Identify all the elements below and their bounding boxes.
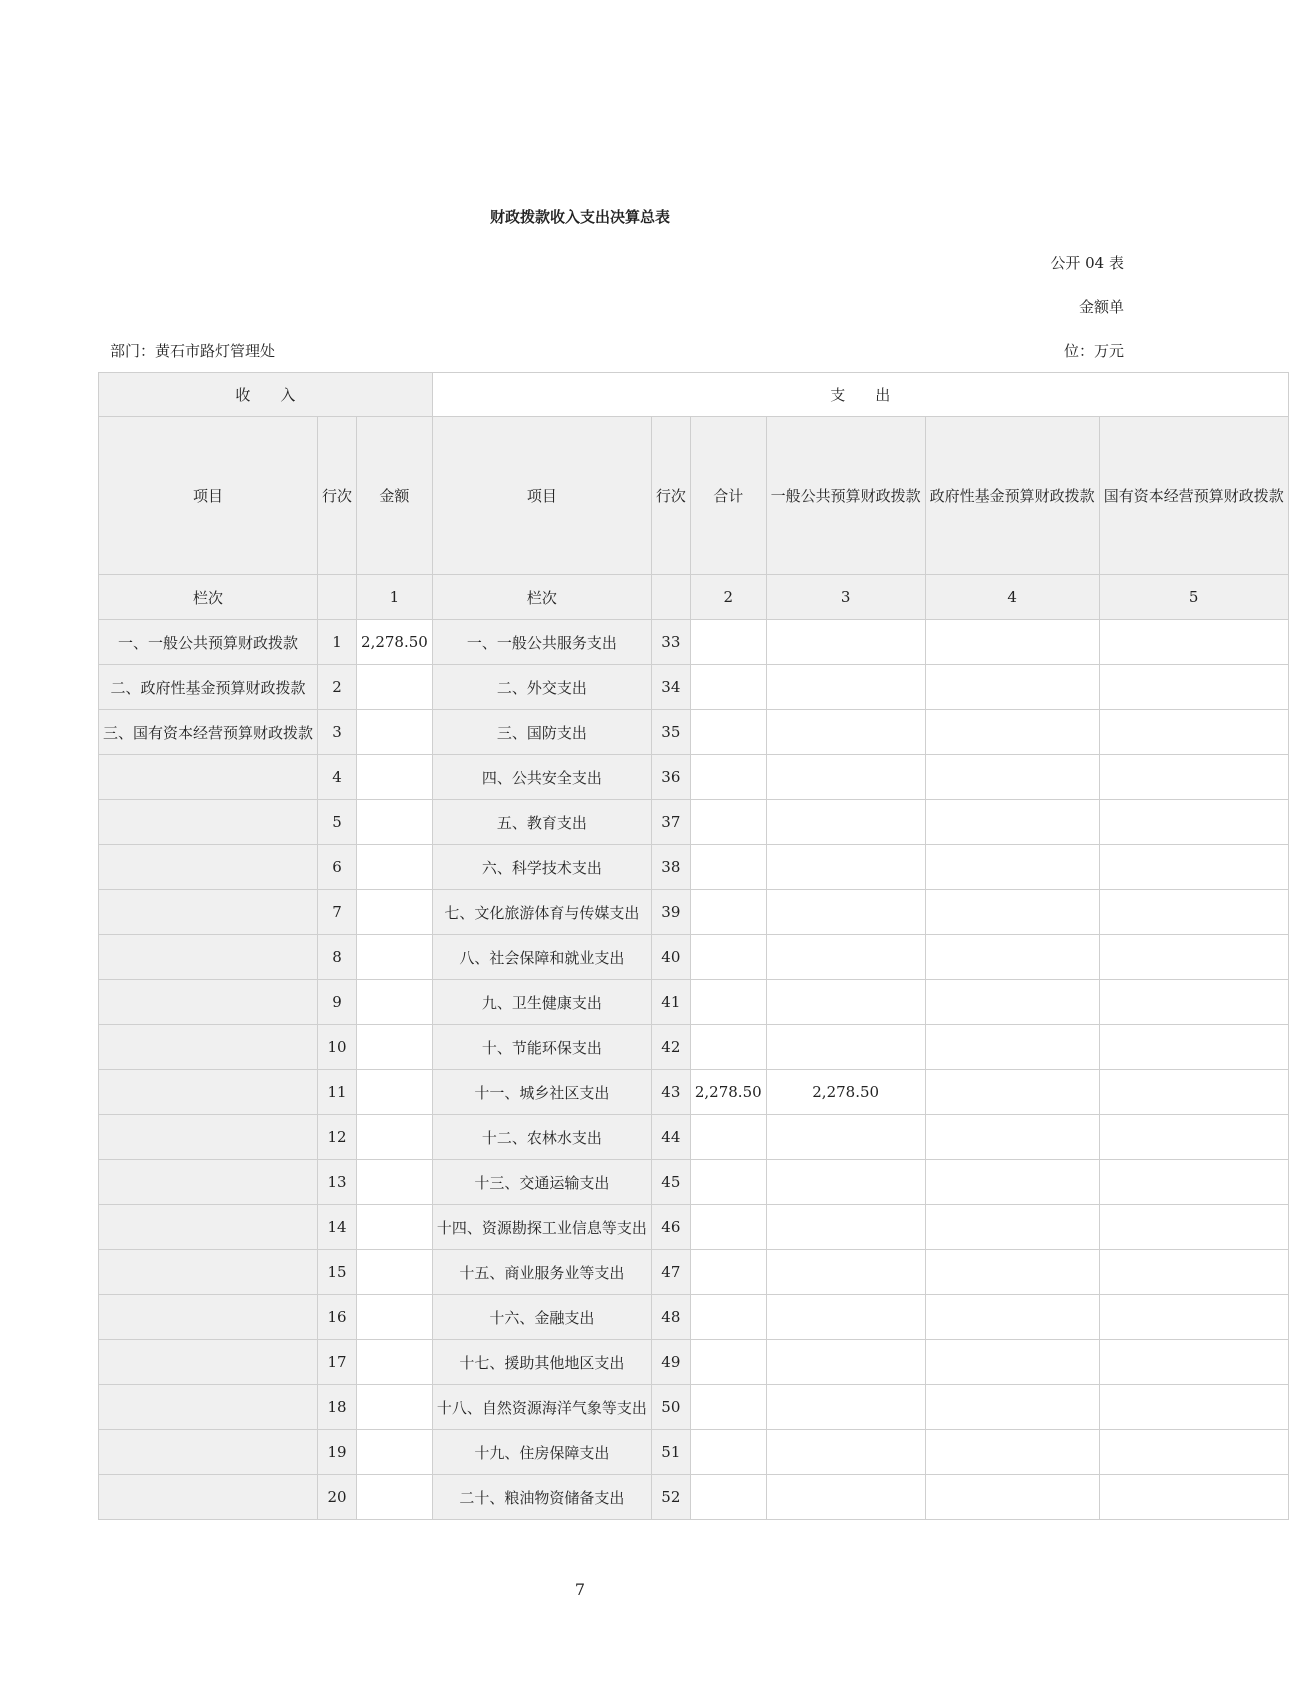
table-row: [99, 1025, 1289, 1070]
expense-state-cell: [1099, 980, 1288, 1025]
income-row-no-cell: 12: [318, 1115, 357, 1160]
appropriation-summary-table: [98, 372, 1289, 1520]
expense-total-cell: [690, 935, 766, 980]
expense-general-cell: [766, 620, 925, 665]
document-title: 财政拨款收入支出决算总表: [489, 208, 670, 226]
table-row: [99, 1385, 1289, 1430]
income-item-cell: 二、政府性基金预算财政拨款: [99, 665, 318, 710]
expense-general-cell: [766, 710, 925, 755]
income-section-header: 收 入: [99, 373, 433, 417]
expense-fund-cell: [925, 1385, 1099, 1430]
income-item-cell: [99, 935, 318, 980]
expense-fund-cell: [925, 1070, 1099, 1115]
amount-unit-label-bottom: 位：万元: [1063, 342, 1124, 360]
income-item-cell: [99, 1385, 318, 1430]
expense-state-cell: [1099, 1205, 1288, 1250]
income-row-no-cell: 14: [318, 1205, 357, 1250]
col-index-label: 栏次: [99, 575, 318, 620]
income-row-no-cell: 6: [318, 845, 357, 890]
table-row: [99, 1160, 1289, 1205]
expense-general-cell: [766, 1385, 925, 1430]
expense-total-cell: [690, 1250, 766, 1295]
table-row: [99, 755, 1289, 800]
income-amount-cell: [357, 890, 433, 935]
income-row-no-cell: 16: [318, 1295, 357, 1340]
income-row-no-cell: 9: [318, 980, 357, 1025]
expense-item-cell: 十六、金融支出: [432, 1295, 651, 1340]
expense-general-cell: [766, 1340, 925, 1385]
expense-row-no-cell: 47: [651, 1250, 690, 1295]
expense-row-no-cell: 38: [651, 845, 690, 890]
income-row-no-cell: 19: [318, 1430, 357, 1475]
expense-row-no-cell: 37: [651, 800, 690, 845]
expense-fund-cell: [925, 755, 1099, 800]
income-item-cell: [99, 1250, 318, 1295]
expense-row-no-cell: 42: [651, 1025, 690, 1070]
income-amount-cell: [357, 1340, 433, 1385]
col-header-expense-row-no: 行次: [651, 417, 690, 575]
expense-general-cell: [766, 980, 925, 1025]
expense-row-no-cell: 34: [651, 665, 690, 710]
expense-item-cell: 十二、农林水支出: [432, 1115, 651, 1160]
income-row-no-cell: 13: [318, 1160, 357, 1205]
expense-total-cell: [690, 1115, 766, 1160]
income-row-no-cell: 7: [318, 890, 357, 935]
expense-item-cell: 十三、交通运输支出: [432, 1160, 651, 1205]
expense-item-cell: 十九、住房保障支出: [432, 1430, 651, 1475]
expense-general-cell: [766, 1160, 925, 1205]
income-amount-cell: [357, 1475, 433, 1520]
col-header-expense-item: 项目: [432, 417, 651, 575]
expense-item-cell: 十七、援助其他地区支出: [432, 1340, 651, 1385]
expense-general-cell: [766, 890, 925, 935]
col-header-general-budget: 一般公共预算财政拨款: [766, 417, 925, 575]
expense-item-cell: 十一、城乡社区支出: [432, 1070, 651, 1115]
income-row-no-cell: 10: [318, 1025, 357, 1070]
table-row: [99, 980, 1289, 1025]
expense-state-cell: [1099, 1070, 1288, 1115]
income-amount-cell: [357, 800, 433, 845]
expense-item-cell: 十四、资源勘探工业信息等支出: [432, 1205, 651, 1250]
expense-fund-cell: [925, 1115, 1099, 1160]
expense-fund-cell: [925, 980, 1099, 1025]
expense-general-cell: [766, 845, 925, 890]
table-row: [99, 1070, 1289, 1115]
col-header-income-row-no: 行次: [318, 417, 357, 575]
income-amount-cell: [357, 1115, 433, 1160]
expense-total-cell: [690, 1295, 766, 1340]
expense-item-cell: 五、教育支出: [432, 800, 651, 845]
table-row: [99, 665, 1289, 710]
expense-total-cell: 2,278.50: [690, 1070, 766, 1115]
expense-state-cell: [1099, 890, 1288, 935]
expense-row-no-cell: 41: [651, 980, 690, 1025]
expense-row-no-cell: 43: [651, 1070, 690, 1115]
expense-general-cell: [766, 1025, 925, 1070]
income-item-cell: [99, 1115, 318, 1160]
expense-row-no-cell: 52: [651, 1475, 690, 1520]
income-item-cell: [99, 1160, 318, 1205]
income-item-cell: [99, 1295, 318, 1340]
expense-row-no-cell: 48: [651, 1295, 690, 1340]
col-index-blank: [318, 575, 357, 620]
expense-general-cell: [766, 1250, 925, 1295]
income-row-no-cell: 8: [318, 935, 357, 980]
expense-fund-cell: [925, 710, 1099, 755]
expense-general-cell: [766, 755, 925, 800]
expense-fund-cell: [925, 620, 1099, 665]
col-header-state-capital-budget: 国有资本经营预算财政拨款: [1099, 417, 1288, 575]
table-row: [99, 890, 1289, 935]
col-header-fund-budget: 政府性基金预算财政拨款: [925, 417, 1099, 575]
col-index-fund: 4: [925, 575, 1099, 620]
expense-total-cell: [690, 620, 766, 665]
expense-item-cell: 四、公共安全支出: [432, 755, 651, 800]
expense-item-cell: 三、国防支出: [432, 710, 651, 755]
col-index-state: 5: [1099, 575, 1288, 620]
expense-item-cell: 二、外交支出: [432, 665, 651, 710]
expense-fund-cell: [925, 845, 1099, 890]
income-amount-cell: [357, 1385, 433, 1430]
expense-item-cell: 二十、粮油物资储备支出: [432, 1475, 651, 1520]
expense-total-cell: [690, 845, 766, 890]
expense-fund-cell: [925, 890, 1099, 935]
income-item-cell: 三、国有资本经营预算财政拨款: [99, 710, 318, 755]
expense-item-cell: 九、卫生健康支出: [432, 980, 651, 1025]
expense-item-cell: 十八、自然资源海洋气象等支出: [432, 1385, 651, 1430]
table-row: [99, 1205, 1289, 1250]
income-amount-cell: 2,278.50: [357, 620, 433, 665]
expense-total-cell: [690, 1475, 766, 1520]
table-row: [99, 620, 1289, 665]
income-item-cell: [99, 800, 318, 845]
income-row-no-cell: 2: [318, 665, 357, 710]
income-row-no-cell: 17: [318, 1340, 357, 1385]
expense-fund-cell: [925, 1295, 1099, 1340]
page-number: 7: [574, 1580, 586, 1599]
income-amount-cell: [357, 1205, 433, 1250]
expense-fund-cell: [925, 1160, 1099, 1205]
expense-total-cell: [690, 890, 766, 935]
income-row-no-cell: 11: [318, 1070, 357, 1115]
expense-state-cell: [1099, 1160, 1288, 1205]
table-row: [99, 935, 1289, 980]
expense-row-no-cell: 36: [651, 755, 690, 800]
income-row-no-cell: 18: [318, 1385, 357, 1430]
amount-unit-label-top: 金额单: [1078, 298, 1124, 316]
expense-state-cell: [1099, 1430, 1288, 1475]
expense-total-cell: [690, 1205, 766, 1250]
income-amount-cell: [357, 845, 433, 890]
col-header-income-item: 项目: [99, 417, 318, 575]
income-amount-cell: [357, 1160, 433, 1205]
expense-section-header: 支 出: [432, 373, 1288, 417]
expense-row-no-cell: 33: [651, 620, 690, 665]
expense-general-cell: [766, 1430, 925, 1475]
income-item-cell: [99, 845, 318, 890]
table-row: [99, 845, 1289, 890]
income-item-cell: [99, 1475, 318, 1520]
expense-row-no-cell: 46: [651, 1205, 690, 1250]
expense-total-cell: [690, 1430, 766, 1475]
income-item-cell: [99, 1070, 318, 1115]
table-row: [99, 1340, 1289, 1385]
expense-total-cell: [690, 1385, 766, 1430]
expense-state-cell: [1099, 845, 1288, 890]
expense-item-cell: 七、文化旅游体育与传媒支出: [432, 890, 651, 935]
expense-state-cell: [1099, 1295, 1288, 1340]
expense-row-no-cell: 35: [651, 710, 690, 755]
expense-fund-cell: [925, 1340, 1099, 1385]
income-amount-cell: [357, 1295, 433, 1340]
income-item-cell: [99, 890, 318, 935]
income-row-no-cell: 3: [318, 710, 357, 755]
expense-general-cell: [766, 1295, 925, 1340]
expense-state-cell: [1099, 1475, 1288, 1520]
expense-row-no-cell: 50: [651, 1385, 690, 1430]
col-index-total: 2: [690, 575, 766, 620]
expense-item-cell: 一、一般公共服务支出: [432, 620, 651, 665]
income-item-cell: [99, 1025, 318, 1070]
income-amount-cell: [357, 1070, 433, 1115]
expense-total-cell: [690, 1160, 766, 1205]
expense-total-cell: [690, 710, 766, 755]
table-row: [99, 710, 1289, 755]
expense-general-cell: [766, 800, 925, 845]
income-amount-cell: [357, 980, 433, 1025]
expense-row-no-cell: 49: [651, 1340, 690, 1385]
expense-state-cell: [1099, 620, 1288, 665]
expense-fund-cell: [925, 935, 1099, 980]
income-item-cell: [99, 1340, 318, 1385]
expense-total-cell: [690, 800, 766, 845]
expense-fund-cell: [925, 1025, 1099, 1070]
expense-state-cell: [1099, 710, 1288, 755]
expense-state-cell: [1099, 935, 1288, 980]
expense-row-no-cell: 39: [651, 890, 690, 935]
table-row: [99, 1295, 1289, 1340]
col-index-blank: [651, 575, 690, 620]
income-item-cell: 一、一般公共预算财政拨款: [99, 620, 318, 665]
expense-row-no-cell: 44: [651, 1115, 690, 1160]
expense-state-cell: [1099, 800, 1288, 845]
expense-total-cell: [690, 755, 766, 800]
col-index-amount: 1: [357, 575, 433, 620]
table-row: [99, 1475, 1289, 1520]
income-row-no-cell: 5: [318, 800, 357, 845]
expense-general-cell: [766, 1115, 925, 1160]
expense-fund-cell: [925, 1430, 1099, 1475]
income-item-cell: [99, 1205, 318, 1250]
income-amount-cell: [357, 755, 433, 800]
expense-fund-cell: [925, 1250, 1099, 1295]
income-amount-cell: [357, 935, 433, 980]
expense-row-no-cell: 51: [651, 1430, 690, 1475]
income-amount-cell: [357, 1430, 433, 1475]
col-header-total: 合计: [690, 417, 766, 575]
table-row: [99, 800, 1289, 845]
expense-general-cell: [766, 1475, 925, 1520]
expense-item-cell: 八、社会保障和就业支出: [432, 935, 651, 980]
expense-item-cell: 十、节能环保支出: [432, 1025, 651, 1070]
expense-total-cell: [690, 665, 766, 710]
expense-state-cell: [1099, 1385, 1288, 1430]
expense-general-cell: [766, 1205, 925, 1250]
expense-general-cell: 2,278.50: [766, 1070, 925, 1115]
expense-row-no-cell: 40: [651, 935, 690, 980]
col-index-general: 3: [766, 575, 925, 620]
expense-total-cell: [690, 1025, 766, 1070]
expense-fund-cell: [925, 1475, 1099, 1520]
department-label: 部门：黄石市路灯管理处: [110, 342, 276, 360]
income-item-cell: [99, 1430, 318, 1475]
table-row: [99, 1430, 1289, 1475]
expense-total-cell: [690, 980, 766, 1025]
form-number: 公开 04 表: [1050, 254, 1124, 272]
income-amount-cell: [357, 710, 433, 755]
income-amount-cell: [357, 1250, 433, 1295]
col-header-amount: 金额: [357, 417, 433, 575]
expense-state-cell: [1099, 1115, 1288, 1160]
income-row-no-cell: 1: [318, 620, 357, 665]
expense-state-cell: [1099, 755, 1288, 800]
expense-total-cell: [690, 1340, 766, 1385]
expense-general-cell: [766, 665, 925, 710]
expense-fund-cell: [925, 665, 1099, 710]
table-row: [99, 1115, 1289, 1160]
income-amount-cell: [357, 665, 433, 710]
income-row-no-cell: 15: [318, 1250, 357, 1295]
expense-state-cell: [1099, 665, 1288, 710]
income-item-cell: [99, 755, 318, 800]
expense-row-no-cell: 45: [651, 1160, 690, 1205]
income-item-cell: [99, 980, 318, 1025]
income-row-no-cell: 4: [318, 755, 357, 800]
expense-item-cell: 十五、商业服务业等支出: [432, 1250, 651, 1295]
expense-state-cell: [1099, 1250, 1288, 1295]
expense-fund-cell: [925, 1205, 1099, 1250]
expense-state-cell: [1099, 1025, 1288, 1070]
expense-state-cell: [1099, 1340, 1288, 1385]
income-amount-cell: [357, 1025, 433, 1070]
expense-general-cell: [766, 935, 925, 980]
col-index-expense-label: 栏次: [432, 575, 651, 620]
income-row-no-cell: 20: [318, 1475, 357, 1520]
table-row: [99, 1250, 1289, 1295]
expense-fund-cell: [925, 800, 1099, 845]
expense-item-cell: 六、科学技术支出: [432, 845, 651, 890]
